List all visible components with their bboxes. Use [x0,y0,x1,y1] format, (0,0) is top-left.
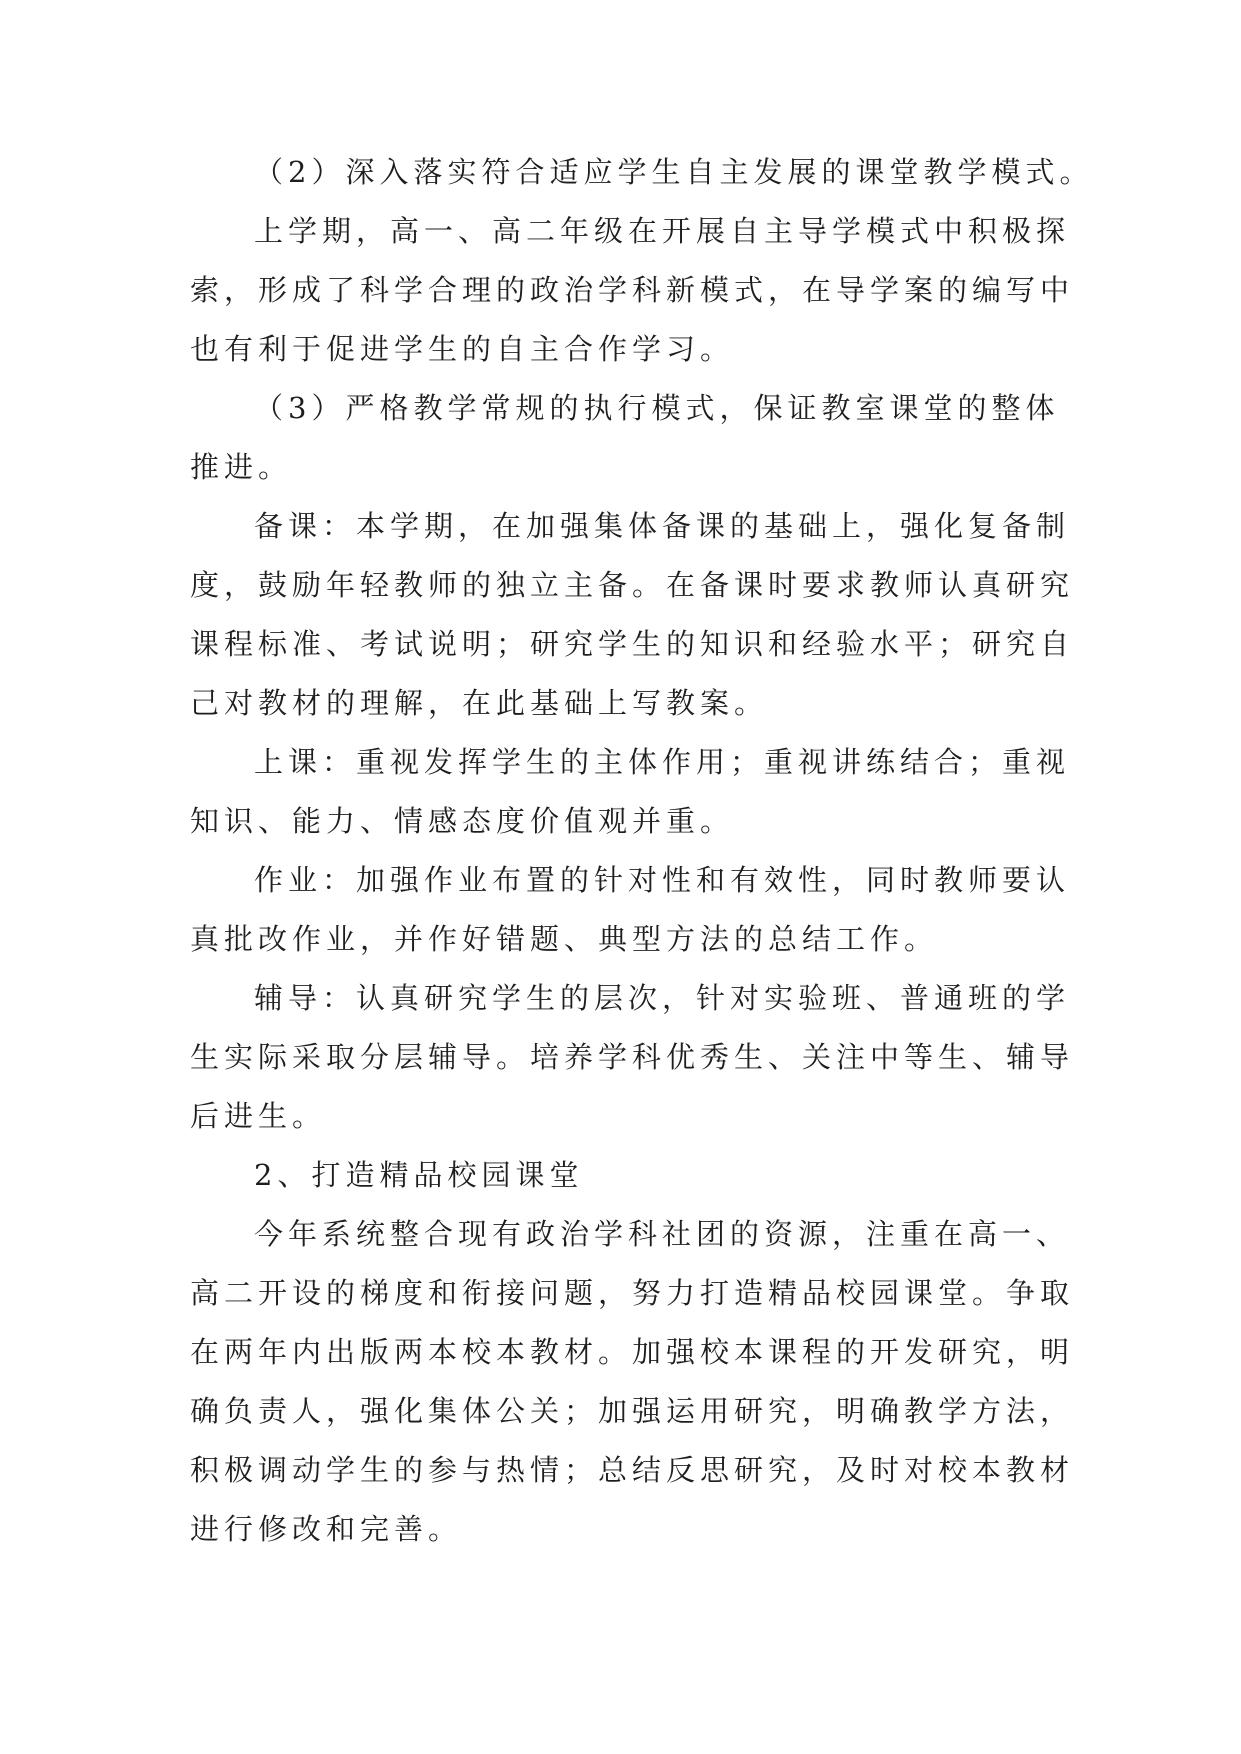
text-line: 今年系统整合现有政治学科社团的资源，注重在高一、 [254,1217,1071,1251]
text-line: 生实际采取分层辅导。培养学科优秀生、关注中等生、辅导 [190,1040,1075,1074]
text-line: 备课：本学期，在加强集体备课的基础上，强化复备制 [254,509,1071,543]
text-line: 真批改作业，并作好错题、典型方法的总结工作。 [190,922,939,956]
text-line: 积极调动学生的参与热情；总结反思研究，及时对校本教材 [190,1453,1075,1487]
section-heading: 2、打造精品校园课堂 [254,1158,584,1192]
text-line: 知识、能力、情感态度价值观并重。 [190,804,735,838]
text-line: （3）严格教学常规的执行模式，保证教室课堂的整体 [254,391,1060,425]
text-line: 索，形成了科学合理的政治学科新模式，在导学案的编写中 [190,273,1075,307]
text-line: 课程标准、考试说明；研究学生的知识和经验水平；研究自 [190,627,1075,661]
text-line: 确负责人，强化集体公关；加强运用研究，明确教学方法， [190,1394,1075,1428]
document-body [190,153,1094,1569]
text-line: （2）深入落实符合适应学生自主发展的课堂教学模式。 [254,155,1094,189]
text-line: 上学期，高一、高二年级在开展自主导学模式中积极探 [254,214,1071,248]
text-line: 上课：重视发挥学生的主体作用；重视讲练结合；重视 [254,745,1071,779]
text-line: 辅导：认真研究学生的层次，针对实验班、普通班的学 [254,981,1071,1015]
text-line: 作业：加强作业布置的针对性和有效性，同时教师要认 [254,863,1071,897]
text-line: 度，鼓励年轻教师的独立主备。在备课时要求教师认真研究 [190,568,1075,602]
text-line: 己对教材的理解，在此基础上写教案。 [190,686,769,720]
text-line: 高二开设的梯度和衔接问题，努力打造精品校园课堂。争取 [190,1276,1075,1310]
text-line: 在两年内出版两本校本教材。加强校本课程的开发研究，明 [190,1335,1075,1369]
text-line: 进行修改和完善。 [190,1512,463,1546]
text-line: 后进生。 [190,1099,327,1133]
text-line: 推进。 [190,450,293,484]
text-line: 也有利于促进学生的自主合作学习。 [190,332,735,366]
